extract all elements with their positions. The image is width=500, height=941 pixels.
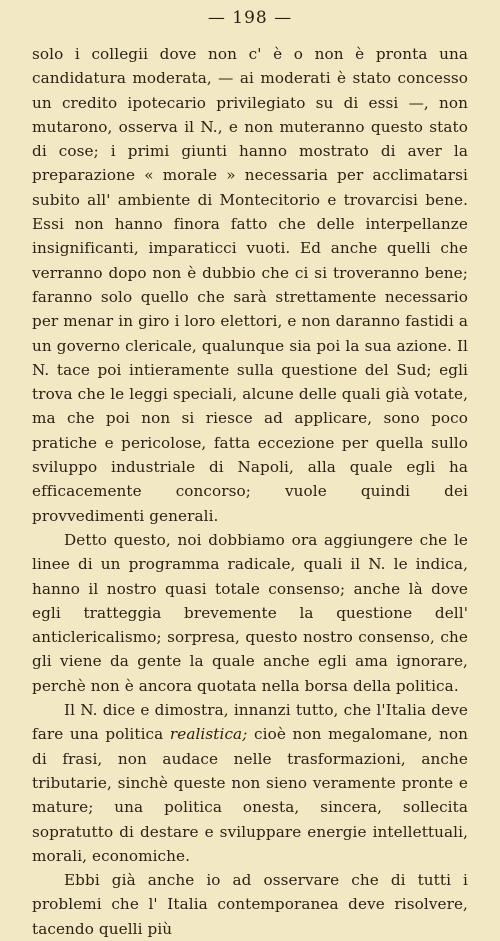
paragraph-4: Ebbi già anche io ad osservare che di tutti i problemi che l' Italia contemporanea deve risolvere, tacendo quelli più	[32, 871, 468, 938]
paragraph-3-text-after: cioè non megalomane, non di frasi, non audace nelle trasformazioni, anche tributarie, sinchè queste non sieno veramente pronte e mature; una politica onesta, sincera, sollecita sopratutto di destare e sviluppare energie intellettuali, morali, economiche.	[32, 725, 468, 865]
body-text	[32, 42, 468, 941]
paragraph-3-text-before: Il N. dice e dimostra, innanzi tutto, che l'Italia deve fare una politica	[32, 701, 468, 744]
paragraph-2: Detto questo, noi dobbiamo ora aggiungere che le linee di un programma radicale, quali il N. le indica, hanno il nostro quasi totale consenso; anche là dove egli tratteggia brevemente la questione dell' anticlericalismo; sorpresa, questo nostro consenso, che gli viene da gente la quale anche egli ama ignorare, perchè non è ancora quotata nella borsa della politica.	[32, 530, 468, 695]
page-number-header: — 198 —	[207, 8, 293, 28]
paragraph-1: solo i collegii dove non c' è o non è pronta una candidatura moderata, — ai moderati è stato concesso un credito ipotecario privilegiato su di essi —, non mutarono, osserva il N., e non muteranno questo stato di cose; i primi giunti hanno mostrato di aver la preparazione « morale » necessaria per acclimatarsi subito all' ambiente di Montecitorio e trovarcisi bene. Essi non hanno finora fatto che delle interpellanze insignificanti, imparaticci vuoti. Ed anche quelli che verranno dopo non è dubbio che ci si troveranno bene; faranno solo quello che sarà strettamente necessario per menar in giro i loro elettori, e non daranno fastidi a un governo clericale, qualunque sia poi la sua azione. Il N. tace poi intieramente sulla questione del Sud; egli trova che le leggi speciali, alcune delle quali già votate, ma che poi non si riesce ad applicare, sono poco pratiche e pericolose, fatta eccezione per quella sullo sviluppo industriale di Napoli, alla quale egli ha efficacemente concorso; vuole quindi dei provvedimenti generali.	[32, 45, 468, 525]
emphasized-word: realistica;	[169, 725, 248, 744]
paragraph-3	[32, 698, 468, 868]
